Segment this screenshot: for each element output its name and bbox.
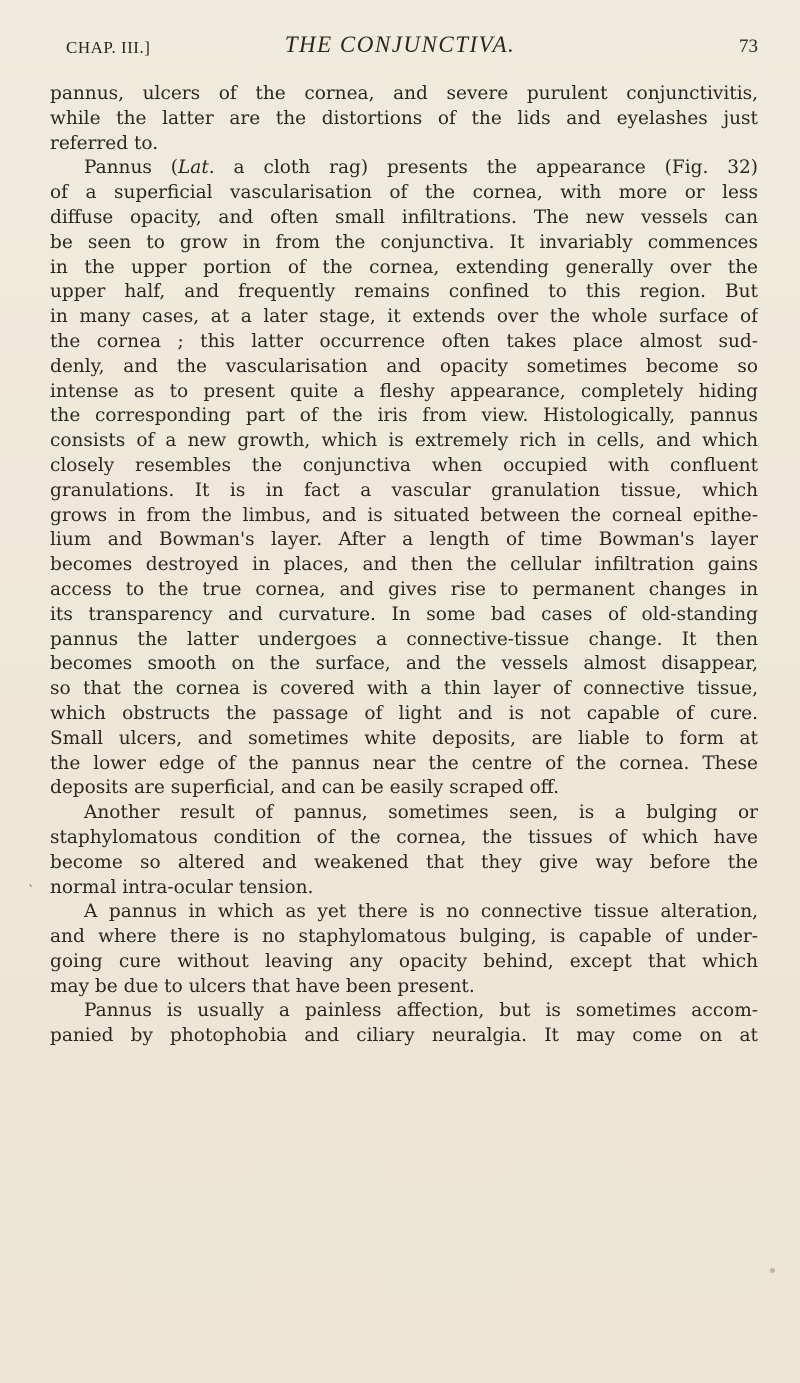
text-line: panied by photophobia and ciliary neuralgia. It may come on at <box>50 1025 758 1047</box>
paper-speck <box>770 1268 775 1273</box>
text-line: Small ulcers, and sometimes white deposits, are liable to form at <box>50 727 758 749</box>
text-line: the lower edge of the pannus near the centre of the cornea. These <box>50 752 758 774</box>
text-line: the corresponding part of the iris from view. Histologically, pannus <box>50 405 758 427</box>
text-line: pannus the latter undergoes a connective-tissue change. It then <box>50 628 758 650</box>
text-line: may be due to ulcers that have been present. <box>50 975 475 997</box>
text-line: of a superficial vascularisation of the cornea, with more or less <box>50 182 758 204</box>
text-line: so that the cornea is covered with a thin layer of connective tissue, <box>50 678 758 700</box>
text-line: diffuse opacity, and often small infiltrations. The new vessels can <box>50 206 758 228</box>
text-line: in the upper portion of the cornea, extending generally over the <box>50 256 758 278</box>
latin-abbrev: Lat. <box>178 157 215 179</box>
text-line: intense as to present quite a fleshy appearance, completely hiding <box>50 380 758 402</box>
text-line: access to the true cornea, and gives rise to permanent changes in <box>50 578 758 600</box>
text-line: denly, and the vascularisation and opacity sometimes become so <box>50 355 758 377</box>
body-text <box>50 82 758 1049</box>
text-line: upper half, and frequently remains confined to this region. But <box>50 281 758 303</box>
text-line: closely resembles the conjunctiva when occupied with confluent <box>50 454 758 476</box>
text-line: going cure without leaving any opacity behind, except that which <box>50 950 758 972</box>
text-line: pannus, ulcers of the cornea, and severe purulent conjunctivitis, <box>50 83 758 104</box>
text-line: consists of a new growth, which is extremely rich in cells, and which <box>50 430 758 452</box>
text-line: becomes smooth on the surface, and the vessels almost disappear, <box>50 653 758 675</box>
text-line: Pannus (Lat. a cloth rag) presents the appearance (Fig. 32) <box>84 157 758 179</box>
text-line: referred to. <box>50 132 159 154</box>
text-line: the cornea ; this latter occurrence often takes place almost sud- <box>50 330 758 352</box>
text-line: become so altered and weakened that they give way before the <box>50 851 758 873</box>
text-line: normal intra-ocular tension. <box>50 876 314 898</box>
text-line: lium and Bowman's layer. After a length of time Bowman's layer <box>50 529 758 551</box>
page-number: 73 <box>739 36 758 57</box>
text-line: granulations. It is in fact a vascular granulation tissue, which <box>50 479 758 501</box>
text-line: and where there is no staphylomatous bulging, is capable of under- <box>50 926 758 948</box>
text-line: its transparency and curvature. In some bad cases of old-standing <box>50 603 758 625</box>
text-line: becomes destroyed in places, and then the cellular infiltration gains <box>50 554 758 576</box>
margin-mark: ˋ <box>28 884 35 899</box>
running-header <box>0 30 800 66</box>
text-line: while the latter are the distortions of the lids and eyelashes just <box>50 107 758 129</box>
text-line: which obstructs the passage of light and is not capable of cure. <box>50 702 758 724</box>
text-line: staphylomatous condition of the cornea, the tissues of which have <box>50 826 758 848</box>
text-line: A pannus in which as yet there is no connective tissue alteration, <box>84 901 758 923</box>
text-line: Pannus is usually a painless affection, but is sometimes accom- <box>84 1000 758 1022</box>
page-title: THE CONJUNCTIVA. <box>284 32 516 57</box>
text-line: in many cases, at a later stage, it extends over the whole surface of <box>50 306 758 328</box>
text-line: deposits are superficial, and can be easily scraped off. <box>50 777 559 799</box>
text-line: grows in from the limbus, and is situated between the corneal epithe- <box>50 504 758 526</box>
text-line: Another result of pannus, sometimes seen, is a bulging or <box>84 802 758 824</box>
chapter-label: CHAP. III.] <box>66 38 151 57</box>
text-line: be seen to grow in from the conjunctiva. It invariably commences <box>50 231 758 253</box>
